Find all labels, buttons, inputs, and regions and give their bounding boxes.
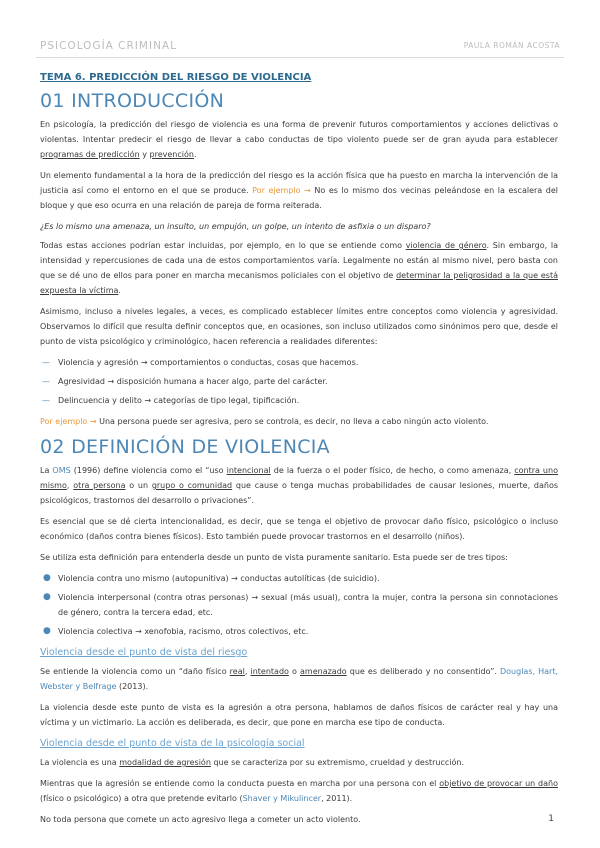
- paragraph: [40, 117, 558, 162]
- question: ¿Es lo mismo una amenaza, un insulto, un empujón, un golpe, un intento de asfixia o un disparo?: [40, 222, 431, 231]
- bullet-marker: ●: [43, 626, 51, 636]
- underlined-term: violencia de género: [405, 241, 487, 250]
- paragraph: Asimismo, incluso a niveles legales, a veces, es complicado establecer límites entre conceptos como violencia y agresividad. Observamos lo difícil que resulta definir conceptos que, en ocasiones, son incluso utilizados como sinónimos pero que, desde el punto de vista psicológico y criminológico, hacen referencia a realidades diferentes:: [40, 307, 558, 346]
- list-item: [40, 393, 558, 408]
- paragraph: [40, 664, 558, 694]
- paragraph: [40, 463, 558, 508]
- text: ,: [66, 481, 74, 490]
- text: Una persona puede ser agresiva, pero se controla, es decir, no lleva a cabo ningún acto violento.: [96, 417, 489, 426]
- subsection-title: Violencia desde el punto de vista de la psicología social: [40, 738, 305, 749]
- underlined-term: intencional: [226, 466, 271, 475]
- underlined-term: programas de predicción: [40, 150, 140, 159]
- text: Todas estas acciones podrían estar incluidas, por ejemplo, en lo que se entiende como: [40, 241, 406, 250]
- text: , 2011).: [321, 794, 353, 803]
- topic-label: TEMA 6.: [40, 72, 86, 83]
- list-item-text: Violencia colectiva → xenofobia, racismo, otros colectivos, etc.: [58, 627, 309, 636]
- list-item-text: Violencia y agresión → comportamientos o conductas, cosas que hacemos.: [58, 358, 359, 367]
- text: (1996) define violencia como el “uso: [70, 466, 227, 475]
- definition-list: [40, 355, 558, 408]
- underlined-term: real: [229, 667, 245, 676]
- paragraph: [40, 755, 558, 770]
- page-number: 1: [548, 814, 554, 824]
- text: (físico o psicológico) a otra que pretende evitarlo (: [40, 794, 243, 803]
- dash-marker: —: [42, 377, 50, 386]
- text: Se entiende la violencia como un “daño físico: [40, 667, 230, 676]
- list-item-text: Violencia interpersonal (contra otras personas) → sexual (más usual), contra la mujer, contra la persona sin connotaciones de género, contra la tercera edad, etc.: [58, 593, 558, 617]
- underlined-term: prevención: [149, 150, 194, 159]
- text: (2013).: [116, 682, 149, 691]
- text: y: [139, 150, 150, 159]
- topic-heading: [40, 70, 558, 85]
- list-item-text: Delincuencia y delito → categorías de tipo legal, tipificación.: [58, 396, 300, 405]
- course-title: PSICOLOGÍA CRIMINAL: [40, 40, 177, 52]
- paragraph: La violencia desde este punto de vista es la agresión a otra persona, hablamos de daños físicos de carácter real y hay una víctima y un victimario. La acción es deliberada, es decir, que pone en marcha ese tipo de conducta.: [40, 703, 558, 727]
- text: . Sin embargo, la intensidad y repercusiones de cada una de estos comportamientos varía. Legalmente no están al mismo nivel, pero basta con que se dé uno de ellos para poner en marcha mecanismos policiales con el objetivo de: [40, 241, 558, 280]
- text: Un elemento fundamental a la hora de la predicción del riesgo es la acción física que ha puesto en marcha la intervención de la justicia así como el entorno en el que se produce.: [40, 171, 558, 195]
- text: o: [288, 667, 300, 676]
- author-name: PAULA ROMÁN ACOSTA: [463, 41, 560, 50]
- paragraph: [40, 168, 558, 213]
- list-item: [40, 590, 558, 620]
- paragraph: Es esencial que se dé cierta intencionalidad, es decir, que se tenga el objetivo de provocar daño físico, psicológico o incluso económico (daños contra bienes físicos). Esto también puede provocar trastornos en el desarrollo (niños).: [40, 517, 558, 541]
- bullet-marker: ●: [43, 573, 51, 583]
- text: .: [193, 150, 197, 159]
- header-divider: [36, 57, 564, 58]
- paragraph: [40, 238, 558, 298]
- list-item: [40, 571, 558, 586]
- text: La: [40, 466, 53, 475]
- paragraph: No toda persona que comete un acto agresivo llega a cometer un acto violento.: [40, 815, 361, 824]
- list-item-text: Agresividad → disposición humana a hacer algo, parte del carácter.: [58, 377, 328, 386]
- violence-types-list: [40, 571, 558, 639]
- text: No es lo mismo dos vecinas peleándose en la escalera del bloque y que eso ocurra en una relación de pareja de forma reiterada.: [40, 186, 558, 210]
- paragraph: [40, 776, 558, 806]
- subsection-title: Violencia desde el punto de vista del riesgo: [40, 647, 248, 658]
- section-2-title: 02 DEFINICIÓN DE VIOLENCIA: [40, 436, 330, 458]
- underlined-term: otra persona: [73, 481, 126, 490]
- underlined-term: amenazado: [300, 667, 347, 676]
- text: que se caracteriza por su extremismo, crueldad y destrucción.: [210, 758, 465, 767]
- list-item: [40, 355, 558, 370]
- underlined-term: modalidad de agresión: [119, 758, 211, 767]
- list-item: [40, 374, 558, 389]
- section-1-title: 01 INTRODUCCIÓN: [40, 90, 225, 112]
- text: En psicología, la predicción del riesgo de violencia es una forma de prevenir futuros comportamientos y acciones delictivas o violentas. Intentar predecir el riesgo de llevar a cabo conductas de tipo violento puede ser de gran ayuda para establecer: [40, 120, 558, 144]
- topic-title: PREDICCIÓN DEL RIESGO DE VIOLENCIA: [85, 72, 312, 83]
- citation: Shaver y Mikulincer: [242, 794, 322, 803]
- text: que es deliberado y no consentido”.: [346, 667, 500, 676]
- list-item: [40, 624, 558, 639]
- paragraph: [40, 414, 558, 429]
- example-marker: Por ejemplo →: [40, 417, 97, 426]
- list-item-text: Violencia contra uno mismo (autopunitiva) → conductas autolíticas (de suicidio).: [58, 574, 380, 583]
- bullet-marker: ●: [43, 592, 51, 602]
- text: que cause o tenga muchas probabilidades de causar lesiones, muerte, daños psicológicos, trastornos del desarrollo o privaciones”.: [40, 481, 559, 505]
- text: de la fuerza o el poder físico, de hecho, o como amenaza,: [270, 466, 515, 475]
- underlined-term: objetivo de provocar un daño: [439, 779, 559, 788]
- text: o un: [125, 481, 152, 490]
- underlined-term: intentado: [250, 667, 289, 676]
- dash-marker: —: [42, 358, 50, 367]
- text: ,: [244, 667, 251, 676]
- underlined-term: grupo o comunidad: [151, 481, 233, 490]
- example-marker: Por ejemplo →: [252, 186, 311, 195]
- text: La violencia es una: [40, 758, 120, 767]
- document-body: [40, 68, 558, 833]
- underlined-term: determinar la peligrosidad a la que está expuesta la víctima: [40, 271, 559, 295]
- citation: OMS: [52, 466, 71, 475]
- citation: Douglas, Hart, Webster y Belfrage: [40, 667, 559, 691]
- paragraph: Se utiliza esta definición para entenderla desde un punto de vista puramente sanitario. Esta puede ser de tres tipos:: [40, 553, 508, 562]
- text: .: [118, 286, 121, 295]
- text: Mientras que la agresión se entiende como la conducta puesta en marcha por una persona con el: [40, 779, 440, 788]
- dash-marker: —: [42, 396, 50, 405]
- underlined-term: contra uno mismo: [40, 466, 558, 490]
